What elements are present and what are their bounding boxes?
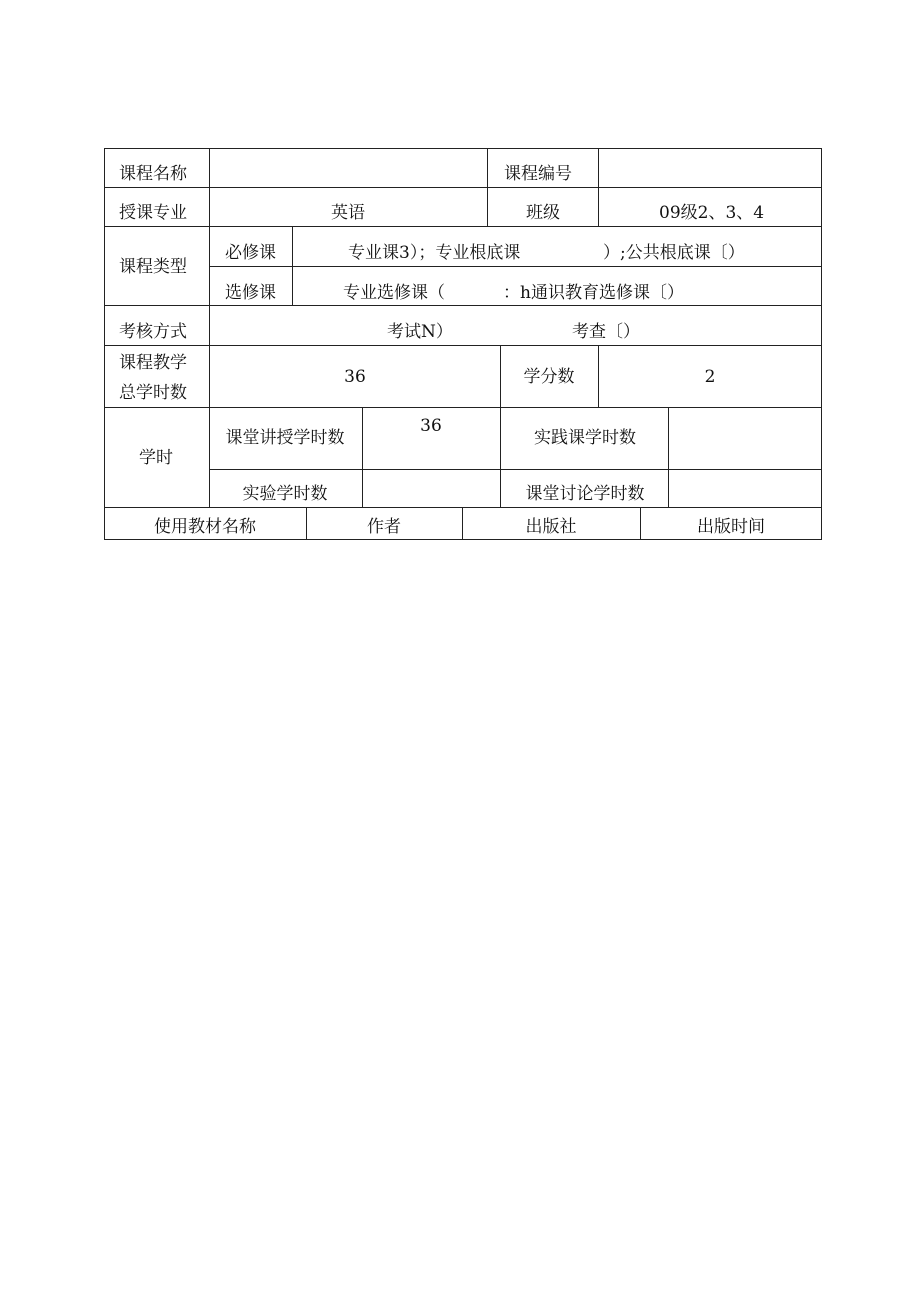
col-divider	[362, 407, 363, 507]
elective-course-options-cont: ：h通识教育选修课〔）	[503, 283, 684, 303]
required-course-label: 必修课	[225, 243, 276, 263]
elective-course-label: 选修课	[225, 283, 276, 303]
credits-label: 学分数	[523, 367, 575, 387]
col-divider	[306, 507, 307, 540]
table-border-top	[104, 148, 822, 149]
course-name-label: 课程名称	[119, 164, 187, 184]
col-divider	[292, 226, 293, 305]
col-divider	[462, 507, 463, 540]
row-divider	[104, 507, 822, 508]
required-course-options-cont: ）;公共根底课〔）	[603, 243, 745, 263]
total-hours-label-line2: 总学时数	[119, 383, 187, 403]
row-divider	[209, 469, 822, 470]
publish-date-header: 出版时间	[697, 517, 765, 537]
lecture-hours-value: 36	[420, 416, 442, 436]
assessment-label: 考核方式	[119, 322, 187, 342]
row-divider	[104, 345, 822, 346]
credits-value: 2	[704, 367, 716, 387]
major-value: 英语	[331, 203, 365, 223]
lab-hours-label: 实验学时数	[242, 484, 328, 504]
course-code-label: 课程编号	[504, 164, 572, 184]
col-divider	[598, 148, 599, 226]
textbook-name-header: 使用教材名称	[154, 517, 256, 537]
row-divider	[104, 226, 822, 227]
major-label: 授课专业	[119, 203, 187, 223]
course-type-label: 课程类型	[119, 257, 187, 277]
col-divider	[640, 507, 641, 540]
lecture-hours-label: 课堂讲授学时数	[225, 428, 345, 448]
table-border-bottom	[104, 539, 822, 540]
row-divider	[104, 187, 822, 188]
class-label: 班级	[526, 203, 560, 223]
row-divider	[104, 407, 822, 408]
col-divider	[487, 148, 488, 226]
col-divider	[500, 345, 501, 507]
total-hours-value: 36	[344, 367, 366, 387]
required-course-options: 专业课3）；专业根底课	[348, 243, 521, 263]
class-value: 09级2、3、4	[659, 203, 765, 223]
author-header: 作者	[367, 517, 401, 537]
row-divider	[104, 305, 822, 306]
col-divider	[598, 345, 599, 407]
col-divider	[209, 148, 210, 507]
total-hours-label: 课程教学	[119, 353, 187, 373]
practice-hours-label: 实践课学时数	[534, 428, 636, 448]
discussion-hours-label: 课堂讨论学时数	[525, 484, 645, 504]
table-border-right	[821, 148, 822, 540]
publisher-header: 出版社	[525, 517, 577, 537]
assessment-exam-option: 考试N）	[387, 322, 453, 342]
col-divider	[668, 407, 669, 507]
assessment-check-option: 考查〔）	[572, 322, 640, 342]
elective-course-options: 专业选修课（	[343, 283, 445, 303]
table-border-left	[104, 148, 105, 540]
hours-label: 学时	[139, 448, 173, 468]
row-divider	[209, 266, 822, 267]
